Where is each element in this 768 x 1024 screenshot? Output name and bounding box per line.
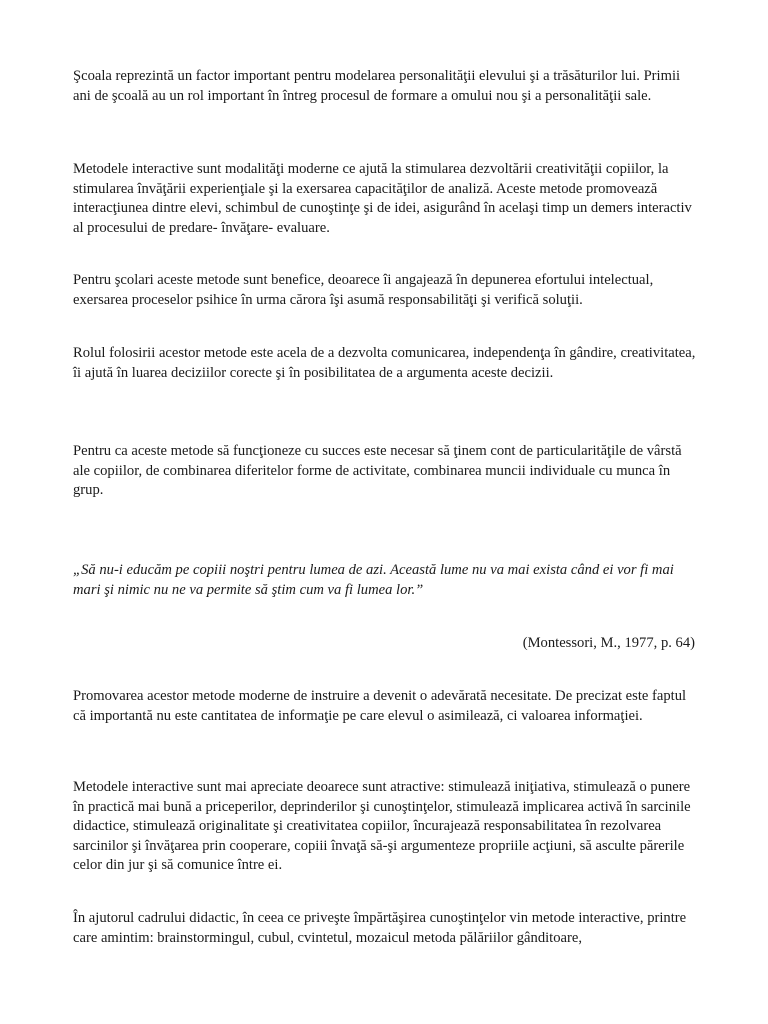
paragraph-benefits: Pentru şcolari aceste metode sunt benefice, deoarece îi angajează în depunerea efortului intelectual, exersarea proceselor psihice în urma cărora îşi asumă responsabilităţi şi verifică soluţii.: [73, 272, 654, 308]
quote-citation: (Montessori, M., 1977, p. 64): [522, 635, 695, 651]
paragraph-advantages: Metodele interactive sunt mai apreciate deoarece sunt atractive: stimulează iniţiativa, stimulează o punere în practică mai bună a priceperilor, deprinderilor şi cunoştinţelor, stimulează implicarea activă în sarcinile didactice, stimulează originalitate şi creativitatea copiilor, încurajează responsabilitatea în rezolvarea sarcinilor şi învăţarea prin cooperare, copiii învaţă să-şi argumenteze propriile acţiuni, să asculte părerile celor din jur şi să comunice între ei.: [73, 779, 691, 873]
paragraph-school-role: Şcoala reprezintă un factor important pentru modelarea personalităţii elevului şi a trăsăturilor lui. Primii ani de şcoală au un rol important în întreg procesul de formare a omului nou şi a personalităţii sale.: [73, 68, 681, 104]
paragraph-necessity: Promovarea acestor metode moderne de instruire a devenit o adevărată necesitate. De precizat este faptul că importantă nu este cantitatea de informaţie pe care elevul o asimilează, ci valoarea informaţiei.: [73, 688, 687, 724]
montessori-quote: „Să nu-i educăm pe copiii noştri pentru lumea de azi. Această lume nu va mai exista când ei vor fi mai mari şi nimic nu ne va permite să ştim cum va fi lumea lor.”: [73, 562, 674, 598]
paragraph-methods-list: În ajutorul cadrului didactic, în ceea ce priveşte împărtăşirea cunoştinţelor vin metode interactive, printre care amintim: brainstormingul, cubul, cvintetul, mozaicul metoda pălăriilor gânditoare,: [73, 910, 687, 946]
paragraph-conditions: Pentru ca aceste metode să funcţioneze cu succes este necesar să ţinem cont de particularităţile de vârstă ale copiilor, de combinarea diferitelor forme de activitate, combinarea muncii individuale cu munca în grup.: [73, 443, 682, 498]
paragraph-interactive-methods: Metodele interactive sunt modalităţi moderne ce ajută la stimularea dezvoltării creativităţii copiilor, la stimularea învăţării experienţiale şi la exersarea capacităţilor de analiză. Aceste metode promovează interacţiunea dintre elevi, schimbul de cunoştinţe şi de idei, asigurând în acelaşi timp un demers interactiv al procesului de predare- învăţare- evaluare.: [73, 161, 692, 236]
paragraph-purpose: Rolul folosirii acestor metode este acela de a dezvolta comunicarea, independenţa în gândire, creativitatea, îi ajută în luarea deciziilor corecte şi în posibilitatea de a argumenta aceste decizii.: [73, 345, 696, 381]
